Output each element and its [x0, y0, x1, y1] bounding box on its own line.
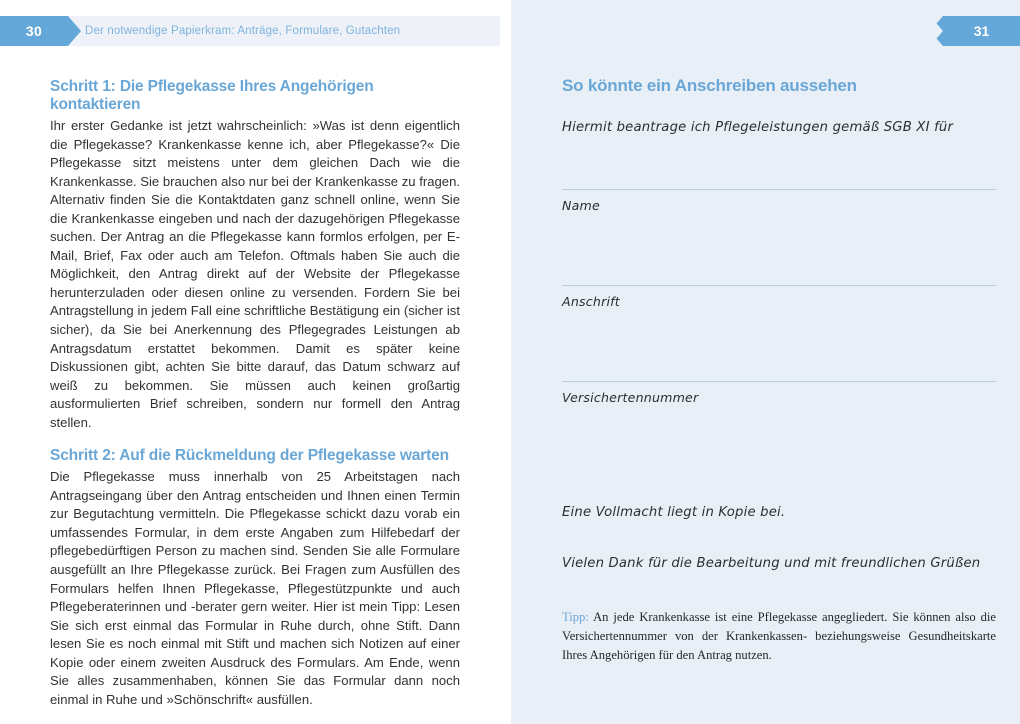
form-field-label: Name [562, 198, 600, 213]
section-body-step-1: Ihr erster Gedanke ist jetzt wahrscheinlich: »Was ist denn eigentlich die Pflegekasse? Krankenkasse kenne ich, aber Pflegekasse?« Die Pflegekasse sitzt meistens unter dem gleichen Dach wie die Krankenkasse. Sie brauchen also nur bei der Krankenkasse zu fragen. Alternativ finden Sie die Kontaktdaten ganz schnell online, wenn Sie die Krankenkasse eingeben und nach der dazugehörigen Pflegekasse suchen. Der Antrag an die Pflegekasse kann formlos erfolgen, per E-Mail, Brief, Fax oder auch am Telefon. Oftmals haben Sie auch die Möglichkeit, den Antrag direkt auf der Website der Pflegekasse herunterzuladen oder diesen online zu versenden. Fordern Sie bei Antragstellung in jedem Fall eine schriftliche Bestätigung ein (sicher ist sicher), da Sie bei Anerkennung des Pflegegrades Leistungen ab Antragsdatum erstattet bekommen. Damit es später keine Diskussionen gibt, achten Sie bitte darauf, das Datum schwarz auf weiß zu bekommen. Sie müssen auch keinen großartig ausformulierten Brief schreiben, sondern nur formell den Antrag stellen. [50, 118, 460, 430]
form-field-label: Anschrift [562, 294, 620, 309]
form-field-anschrift[interactable] [562, 285, 996, 309]
paragraph-spacer [50, 432, 460, 447]
section-heading-step-1: Schritt 1: Die Pflegekasse Ihres Angehörigen kontaktieren [50, 78, 374, 113]
section-body-step-2: Die Pflegekasse muss innerhalb von 25 Arbeitstagen nach Antragseingang über den Antrag entscheiden und Ihnen einen Termin zur Begutachtung vermitteln. Die Pflegekasse schickt dazu vorab ein umfassendes Formular, in dem erste Angaben zum Hilfebedarf der pflegebedürftigen Person zu machen sind. Senden Sie alle Formulare ausgefüllt an Ihre Pflegekasse zurück. Bei Fragen zum Ausfüllen des Formulars helfen Ihnen Pflegekasse, Pflegestützpunkte und auch Pflegeberaterinnen und -berater gern weiter. Hier ist mein Tipp: Lesen Sie sich erst einmal das Formular in Ruhe durch, ohne Stift. Dann lesen Sie es noch einmal mit Stift und machen sich Notizen auf einer Kopie oder einem zweiten Ausdruck des Formulars. Am Ende, wenn Sie alles zusammenhaben, können Sie das Formular dann noch einmal in Ruhe und »Schönschrift« ausfüllen. [50, 469, 460, 707]
chapter-title: Der notwendige Papierkram: Anträge, Formulare, Gutachten [85, 25, 401, 37]
form-field-versichertennummer[interactable] [562, 381, 996, 405]
tipp-label: Tipp: [562, 610, 589, 624]
left-column-body [50, 78, 460, 709]
letter-closing-line-2: Vielen Dank für die Bearbeitung und mit freundlichen Grüßen [562, 556, 981, 571]
page-gutter [500, 0, 511, 724]
letter-closing-line-1: Eine Vollmacht liegt in Kopie bei. [562, 505, 786, 520]
form-field-rule [562, 285, 996, 286]
page-number-right: 31 [973, 23, 990, 39]
letter-template [562, 76, 996, 571]
letter-heading: So könnte ein Anschreiben aussehen [562, 76, 857, 95]
folio-tab-notch-icon [930, 16, 943, 46]
form-field-rule [562, 381, 996, 382]
running-head-right [511, 16, 1020, 46]
letter-intro-line: Hiermit beantrage ich Pflegeleistungen gemäß SGB XI für [562, 120, 954, 135]
page-number-left: 30 [25, 23, 43, 39]
form-field-label: Versichertennummer [562, 390, 699, 405]
form-field-name[interactable] [562, 189, 996, 213]
tipp-box [562, 608, 996, 665]
section-heading-step-2: Schritt 2: Auf die Rückmeldung der Pflegekasse warten [50, 447, 449, 465]
running-head-left [0, 16, 500, 46]
form-field-rule [562, 189, 996, 190]
tipp-text: An jede Krankenkasse ist eine Pflegekasse angegliedert. Sie können also die Versichertennummer von der Krankenkassen- beziehungsweise Gesundheitskarte Ihres Angehörigen für den Antrag nutzen. [562, 610, 996, 662]
